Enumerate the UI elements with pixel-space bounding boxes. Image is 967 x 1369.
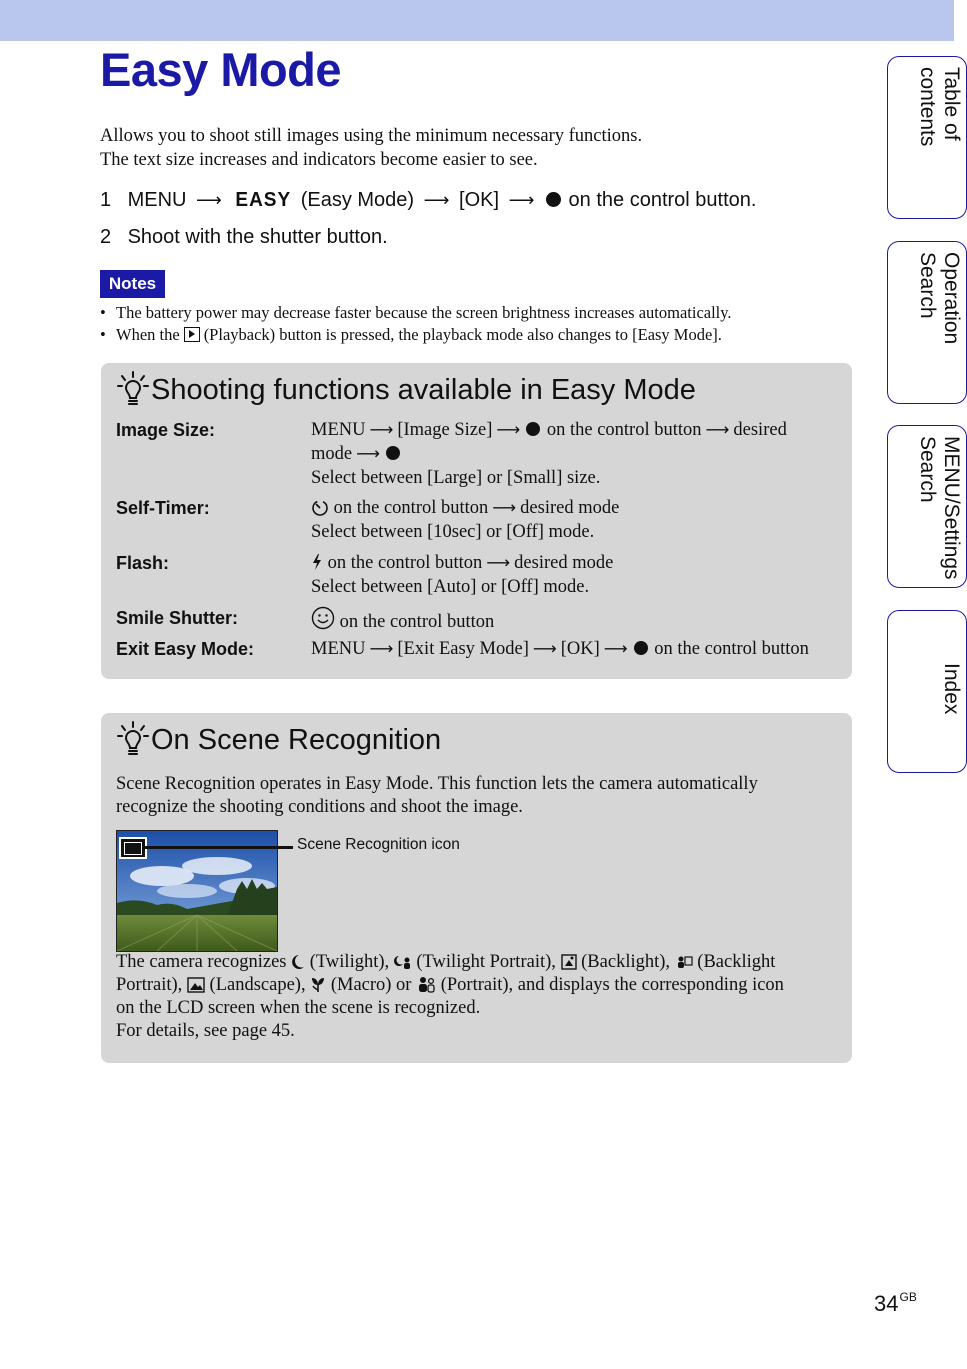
- easy-mode-label: (Easy Mode): [300, 189, 415, 211]
- panel-header: [117, 721, 441, 757]
- circle-button-icon: [526, 422, 540, 436]
- arrow-icon: ⟶: [196, 190, 222, 211]
- circle-button-icon: [634, 641, 648, 655]
- function-desc: [311, 418, 787, 490]
- function-label: Exit Easy Mode:: [116, 639, 255, 659]
- desc-text: desired: [733, 420, 787, 440]
- function-desc: [311, 496, 619, 544]
- function-desc: [311, 637, 809, 661]
- desc-text: (Backlight),: [581, 952, 671, 972]
- desc-text: recognize the shooting conditions and shoot the image.: [116, 797, 523, 817]
- hint-bulb-icon: [117, 371, 149, 407]
- tab-table-of-contents[interactable]: [887, 56, 967, 219]
- backlight-icon: [561, 954, 577, 970]
- desc-text: For details, see page 45.: [116, 1021, 295, 1041]
- function-label: Image Size:: [116, 420, 216, 440]
- scene-recognition-panel: [101, 713, 852, 1063]
- step-text: Shoot with the shutter button.: [127, 226, 388, 248]
- panel-title: On Scene Recognition: [151, 724, 442, 756]
- circle-button-icon: [546, 192, 561, 207]
- arrow-icon: ⟶: [369, 420, 394, 439]
- tab-label: Table of contents: [916, 67, 963, 147]
- desc-text: (Backlight: [697, 952, 776, 972]
- desc-text: (Macro) or: [330, 975, 412, 995]
- arrow-icon: ⟶: [705, 420, 730, 439]
- scene-list: [116, 951, 836, 1043]
- desc-text: The camera recognizes: [116, 952, 287, 972]
- shooting-functions-panel: [101, 363, 852, 679]
- page-number-suffix: GB: [899, 1290, 917, 1304]
- arrow-icon: ⟶: [369, 639, 394, 658]
- function-row-self-timer: [116, 496, 842, 544]
- top-bar: [0, 0, 954, 41]
- arrow-icon: ⟶: [486, 553, 511, 572]
- smile-icon: [311, 606, 335, 630]
- scene-intro: [116, 773, 758, 819]
- page-title: Easy Mode: [100, 43, 342, 96]
- portrait-icon: [416, 975, 436, 993]
- desc-text: [Exit Easy Mode]: [397, 639, 529, 659]
- desc-text: on the control button: [654, 639, 809, 659]
- note-text: (Playback) button is pressed, the playback mode also changes to [Easy Mode].: [203, 325, 722, 344]
- note-text: The battery power may decrease faster because the screen brightness increases automatically.: [116, 303, 732, 322]
- easy-icon: EASY: [235, 189, 292, 212]
- function-label: Self-Timer:: [116, 498, 210, 518]
- menu-label: MENU: [311, 420, 366, 440]
- arrow-icon: ⟶: [508, 190, 535, 211]
- desc-text: Select between [Large] or [Small] size.: [311, 468, 601, 488]
- note-item: [100, 324, 732, 346]
- arrow-icon: ⟶: [532, 639, 557, 658]
- desc-text: desired mode: [514, 553, 614, 573]
- arrow-icon: ⟶: [603, 639, 628, 658]
- twilight-portrait-icon: [394, 954, 412, 970]
- panel-title: Shooting functions available in Easy Mode: [151, 374, 696, 406]
- desc-text: (Twilight Portrait),: [416, 952, 556, 972]
- desc-text: (Twilight),: [309, 952, 390, 972]
- note-text: When the: [116, 325, 180, 344]
- panel-header: [117, 371, 696, 407]
- function-desc: [311, 606, 494, 634]
- ok-label: [OK]: [459, 189, 500, 211]
- scene-icon-label: Scene Recognition icon: [297, 836, 460, 853]
- desc-text: on the control button: [546, 420, 702, 440]
- ok-label: [OK]: [560, 639, 600, 659]
- function-row-exit: [116, 637, 842, 661]
- desc-text: (Portrait), and displays the corresponding icon: [440, 975, 784, 995]
- arrow-icon: ⟶: [423, 190, 450, 211]
- step-tail: on the control button.: [568, 189, 757, 211]
- note-item: [100, 302, 732, 324]
- function-desc: [311, 551, 613, 599]
- menu-label: MENU: [311, 639, 366, 659]
- intro-text: [100, 124, 642, 172]
- desc-text: Scene Recognition operates in Easy Mode. This function lets the camera automatically: [116, 774, 758, 794]
- leader-line: [145, 846, 293, 849]
- function-row-image-size: [116, 418, 842, 490]
- function-row-smile: [116, 606, 842, 634]
- circle-button-icon: [386, 446, 400, 460]
- desc-text: desired mode: [520, 498, 620, 518]
- playback-icon: [184, 327, 200, 342]
- image-size-label: [Image Size]: [397, 420, 493, 440]
- tab-index[interactable]: [887, 610, 967, 773]
- page-number-value: 34: [874, 1291, 899, 1316]
- hint-bulb-icon: [117, 721, 149, 757]
- flash-icon: [311, 553, 323, 571]
- notes-badge: Notes: [100, 270, 165, 298]
- function-row-flash: [116, 551, 842, 599]
- self-timer-icon: [311, 498, 329, 516]
- tab-menu-settings-search[interactable]: [887, 425, 967, 588]
- tab-operation-search[interactable]: [887, 241, 967, 404]
- intro-line: The text size increases and indicators become easier to see.: [100, 150, 538, 170]
- arrow-icon: ⟶: [492, 498, 517, 517]
- menu-label: MENU: [127, 189, 187, 211]
- desc-text: on the LCD screen when the scene is recognized.: [116, 998, 481, 1018]
- backlight-portrait-icon: [675, 954, 693, 970]
- landscape-icon: [187, 977, 205, 993]
- arrow-icon: ⟶: [496, 420, 521, 439]
- step-2: [100, 226, 388, 249]
- tab-label: Index: [940, 663, 963, 715]
- notes-list: [100, 302, 732, 346]
- desc-text: on the control button: [333, 498, 489, 518]
- desc-text: (Landscape),: [209, 975, 306, 995]
- twilight-icon: [291, 954, 305, 970]
- function-label: Flash:: [116, 553, 170, 573]
- tab-label: Operation Search: [916, 252, 963, 345]
- arrow-icon: ⟶: [356, 444, 380, 463]
- step-number: 1: [100, 189, 112, 211]
- step-1: [100, 189, 756, 212]
- tab-label: MENU/Settings Search: [916, 436, 963, 580]
- desc-text: on the control button: [327, 553, 483, 573]
- page-number: [874, 1290, 917, 1317]
- desc-text: Portrait),: [116, 975, 183, 995]
- desc-text: mode: [311, 444, 353, 464]
- function-label: Smile Shutter:: [116, 608, 239, 628]
- intro-line: Allows you to shoot still images using the minimum necessary functions.: [100, 126, 643, 146]
- desc-text: on the control button: [339, 612, 495, 632]
- macro-icon: [310, 976, 326, 993]
- step-number: 2: [100, 226, 112, 248]
- desc-text: Select between [Auto] or [Off] mode.: [311, 577, 590, 597]
- landscape-icon: [119, 837, 147, 859]
- desc-text: Select between [10sec] or [Off] mode.: [311, 522, 595, 542]
